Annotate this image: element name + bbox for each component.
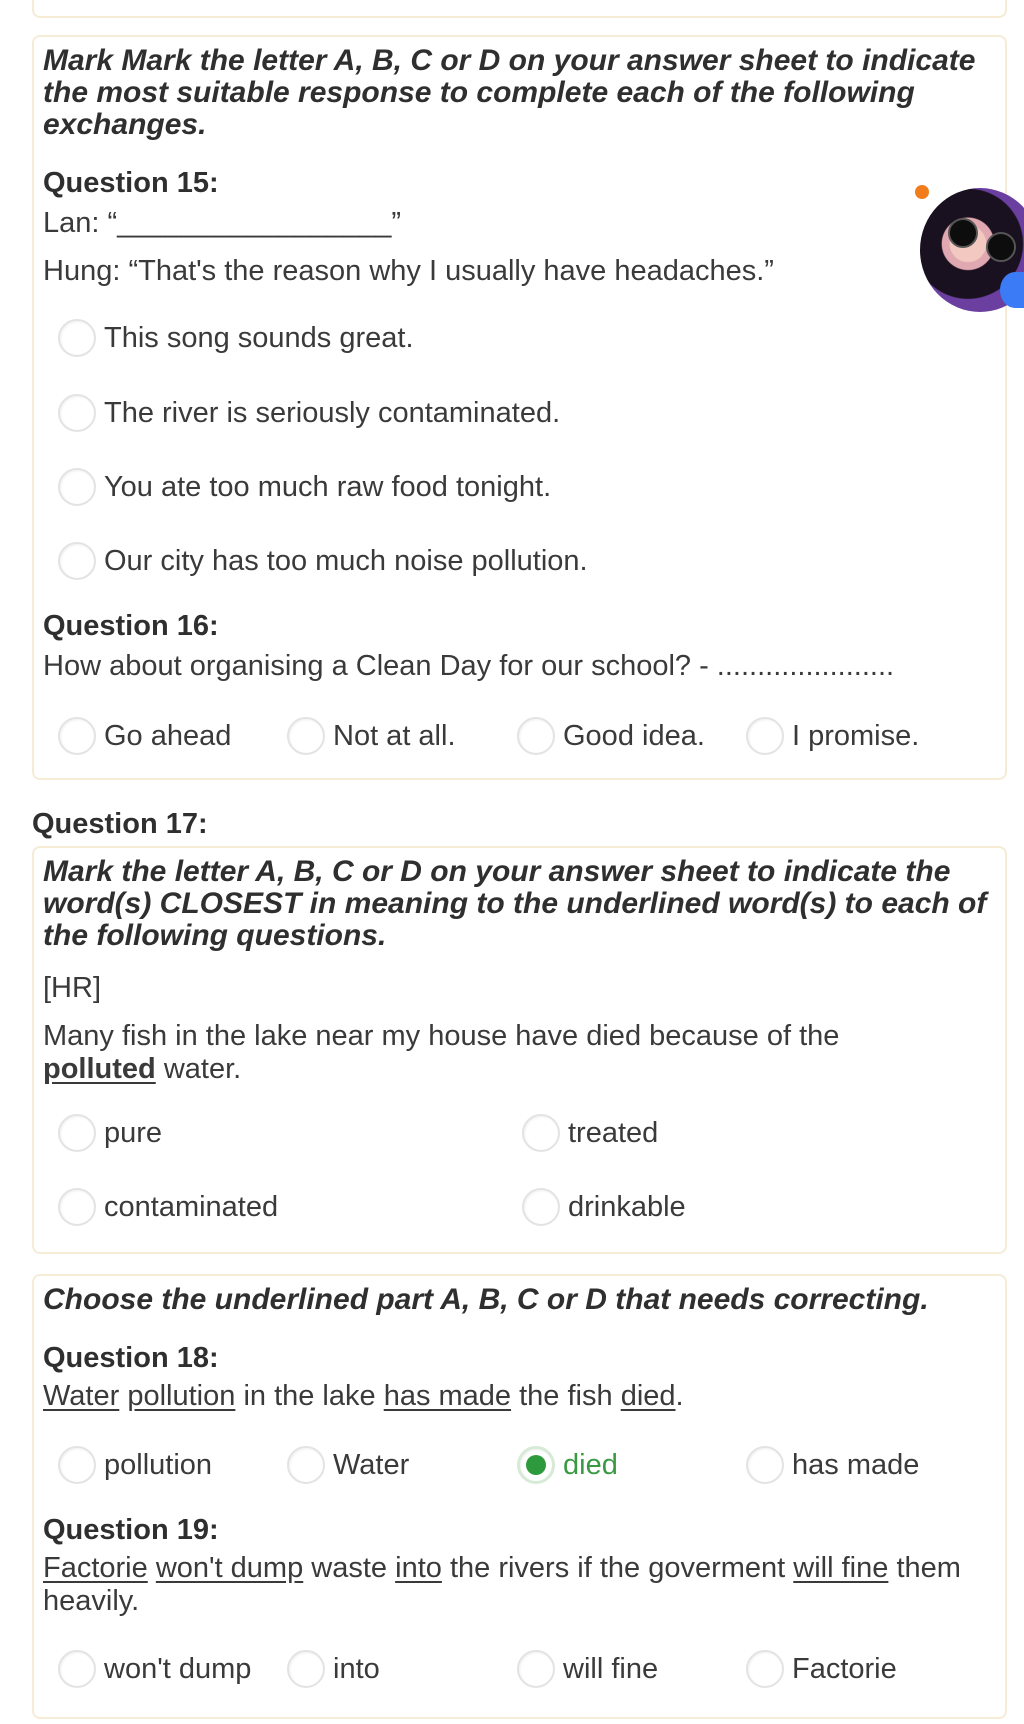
option-label: won't dump	[104, 1652, 252, 1685]
previous-card	[32, 0, 1007, 18]
q16-option-a[interactable]	[60, 717, 231, 755]
question-19-title: Question 19:	[43, 1514, 219, 1546]
sentence-text: .	[675, 1380, 684, 1412]
sentence-text: the fish	[519, 1380, 613, 1412]
option-label: has made	[792, 1448, 920, 1481]
question-18-sentence	[43, 1380, 1003, 1413]
q16-option-c[interactable]	[519, 717, 705, 755]
q18-option-d[interactable]	[748, 1446, 919, 1484]
radio-button[interactable]	[58, 394, 96, 432]
underlined-part: died	[620, 1380, 676, 1412]
option-label: died	[563, 1448, 618, 1481]
underlined-word: polluted	[43, 1053, 156, 1085]
q18-option-b[interactable]	[289, 1446, 409, 1484]
avatar-glasses-left	[948, 218, 978, 248]
option-label: Our city has too much noise pollution.	[104, 544, 588, 577]
question-18-title: Question 18:	[43, 1342, 219, 1374]
sentence-text: in the lake	[243, 1380, 376, 1412]
underlined-part: into	[395, 1552, 442, 1584]
q17-option-b[interactable]	[524, 1114, 658, 1152]
q17-option-a[interactable]	[60, 1114, 162, 1152]
question-15-title: Question 15:	[43, 167, 219, 199]
radio-button[interactable]	[287, 1650, 325, 1688]
option-label: pure	[104, 1116, 163, 1149]
question-17-title: Question 17:	[32, 808, 208, 840]
underlined-part: Water	[43, 1380, 120, 1412]
option-label: pollution	[104, 1448, 213, 1481]
q19-option-b[interactable]	[289, 1650, 380, 1688]
section-instruction: Mark Mark the letter A, B, C or D on your answer sheet to indicate the most suitable response to complete each of the following exchanges.	[43, 44, 976, 141]
question-15-line2: Hung: “That's the reason why I usually have headaches.”	[43, 255, 774, 287]
option-label: Factorie	[792, 1652, 897, 1685]
question-19-sentence	[43, 1552, 1003, 1618]
question-17-sentence	[43, 1020, 943, 1086]
sentence-text: waste	[311, 1552, 388, 1584]
radio-button[interactable]	[58, 542, 96, 580]
option-label: Not at all.	[333, 719, 456, 752]
radio-button[interactable]	[746, 1650, 784, 1688]
q19-option-c[interactable]	[519, 1650, 658, 1688]
option-label: will fine	[563, 1652, 659, 1685]
radio-button[interactable]	[517, 717, 555, 755]
underlined-part: pollution	[127, 1380, 236, 1412]
radio-button[interactable]	[58, 468, 96, 506]
radio-button[interactable]	[58, 319, 96, 357]
q19-option-a[interactable]	[60, 1650, 251, 1688]
radio-button[interactable]	[58, 1114, 96, 1152]
option-label: Go ahead	[104, 719, 232, 752]
option-label: drinkable	[568, 1190, 686, 1223]
question-16-title: Question 16:	[43, 610, 219, 642]
q16-option-d[interactable]	[748, 717, 919, 755]
option-label: This song sounds great.	[104, 321, 414, 354]
underlined-part: won't dump	[155, 1552, 304, 1584]
notification-dot	[915, 185, 929, 199]
radio-button[interactable]	[58, 717, 96, 755]
radio-button[interactable]	[746, 717, 784, 755]
radio-button[interactable]	[522, 1188, 560, 1226]
option-label: You ate too much raw food tonight.	[104, 470, 552, 503]
q15-option-c[interactable]	[60, 468, 551, 506]
section-instruction: Choose the underlined part A, B, C or D that needs correcting.	[43, 1283, 929, 1316]
sentence-text: Many fish in the lake near my house have died because of the	[43, 1020, 840, 1052]
radio-button[interactable]	[517, 1650, 555, 1688]
q16-option-b[interactable]	[289, 717, 456, 755]
messenger-icon[interactable]	[1000, 272, 1024, 308]
radio-button[interactable]	[58, 1188, 96, 1226]
q18-option-c-selected[interactable]	[519, 1446, 618, 1484]
question-15-line1: Lan: “_________________”	[43, 207, 401, 239]
q19-option-d[interactable]	[748, 1650, 897, 1688]
avatar-glasses-right	[986, 232, 1016, 262]
option-label: treated	[568, 1116, 659, 1149]
radio-button[interactable]	[287, 717, 325, 755]
q17-option-d[interactable]	[524, 1188, 686, 1226]
option-label: The river is seriously contaminated.	[104, 396, 561, 429]
q15-option-b[interactable]	[60, 394, 560, 432]
question-17-tag: [HR]	[43, 972, 101, 1004]
question-17-instruction: Mark the letter A, B, C or D on your answer sheet to indicate the word(s) CLOSEST in meaning to the underlined word(s) to each of the following questions.	[43, 855, 987, 952]
option-label: contaminated	[104, 1190, 279, 1223]
q18-option-a[interactable]	[60, 1446, 212, 1484]
option-label: into	[333, 1652, 380, 1685]
radio-button[interactable]	[58, 1650, 96, 1688]
underlined-part: Factorie	[43, 1552, 148, 1584]
q17-option-c[interactable]	[60, 1188, 278, 1226]
underlined-part: has made	[383, 1380, 512, 1412]
question-card-18-19	[32, 1274, 1007, 1719]
option-label: Good idea.	[563, 719, 705, 752]
question-card-15-16	[32, 35, 1007, 780]
radio-button[interactable]	[58, 1446, 96, 1484]
underlined-part: will fine	[793, 1552, 889, 1584]
question-16-text: How about organising a Clean Day for our school? - ......................	[43, 650, 895, 682]
sentence-text-end: water.	[163, 1053, 242, 1085]
radio-button-checked[interactable]	[517, 1446, 555, 1484]
radio-button[interactable]	[287, 1446, 325, 1484]
q15-option-a[interactable]	[60, 319, 414, 357]
question-card-17	[32, 846, 1007, 1254]
sentence-text: the rivers if the goverment	[449, 1552, 786, 1584]
radio-button[interactable]	[746, 1446, 784, 1484]
q15-option-d[interactable]	[60, 542, 588, 580]
radio-button[interactable]	[522, 1114, 560, 1152]
option-label: Water	[333, 1448, 410, 1481]
sentence-text: them heavily.	[43, 1552, 961, 1617]
option-label: I promise.	[792, 719, 920, 752]
